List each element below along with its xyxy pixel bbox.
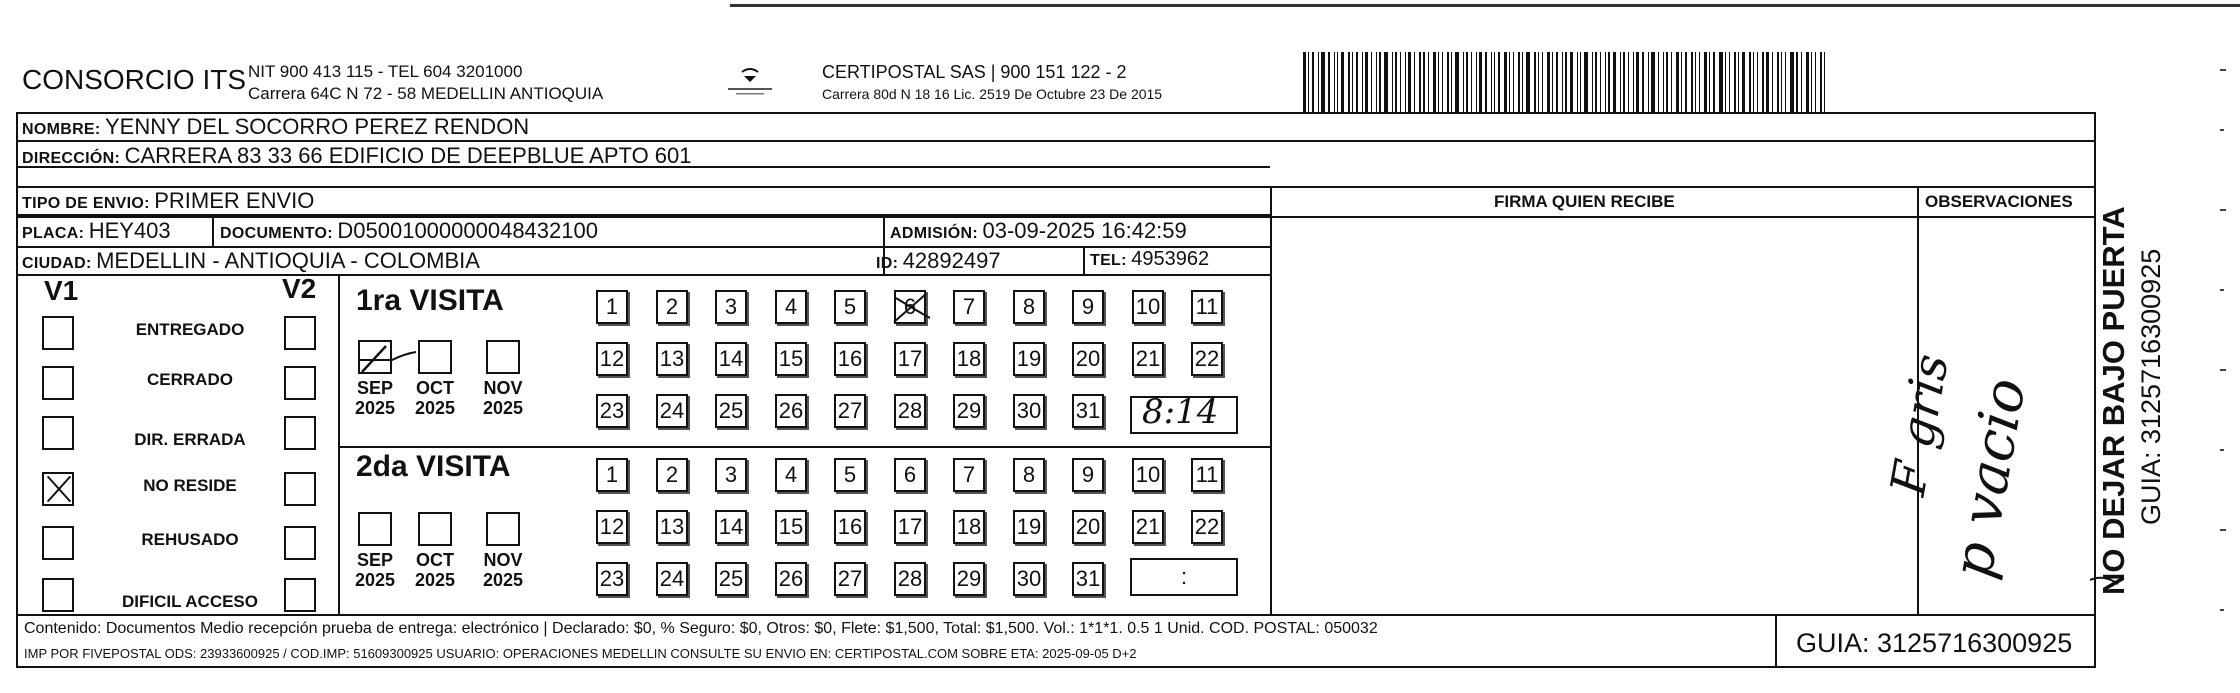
row-line [16,186,2096,188]
barcode-bar [1565,52,1567,112]
placa-row [22,218,171,244]
direccion-value: CARRERA 83 33 66 EDIFICIO DE DEEPBLUE APTO 601 [124,143,692,168]
month-caption [478,550,528,590]
barcode-bar [1423,52,1425,112]
barcode-bar [1592,52,1593,112]
day-box[interactable]: 28 [894,394,926,428]
barcode-bar [1428,52,1429,112]
barcode-bar [1676,52,1679,112]
status-label: REHUSADO [141,530,239,549]
status-label: CERRADO [147,370,233,389]
barcode-bar [1815,52,1816,112]
day-box[interactable]: 22 [1191,510,1223,544]
barcode-bar [1713,52,1715,112]
day-box[interactable]: 10 [1132,458,1164,492]
barcode-bar [1463,52,1464,112]
month-label: NOV [483,550,523,570]
barcode-bar [1547,52,1550,112]
month-checkbox[interactable] [486,340,520,374]
nombre-value: YENNY DEL SOCORRO PEREZ RENDON [105,114,530,139]
day-box[interactable]: 8 [1013,458,1045,492]
month-year: 2025 [414,570,456,590]
day-box[interactable]: 26 [775,394,807,428]
month-caption [410,550,460,590]
day-box[interactable]: 11 [1191,290,1223,324]
barcode-bar [1498,52,1500,112]
barcode-bar [1648,52,1649,112]
barcode-bar [1365,52,1368,112]
side-guia: GUIA: 3125716300925 [2136,248,2166,525]
col-line [212,216,214,246]
ciudad-value: MEDELLIN - ANTIOQUIA - COLOMBIA [96,248,480,273]
day-box[interactable]: 9 [1072,290,1104,324]
barcode-bar [1328,52,1330,112]
barcode-bar [1757,52,1758,112]
month-checkbox[interactable] [418,512,452,546]
day-box[interactable]: 2 [656,458,688,492]
barcode-bar [1485,52,1487,112]
barcode-bar [1658,52,1659,112]
barcode-bar [1455,52,1459,112]
barcode-bar [1628,52,1629,112]
row-line [16,614,2096,616]
month-year: 2025 [482,570,524,590]
barcode-bar [1613,52,1616,112]
sender-address: Carrera 64C N 72 - 58 MEDELLIN ANTIOQUIA [248,84,604,103]
day-box[interactable]: 19 [1013,342,1045,376]
day-box[interactable]: 24 [656,562,688,596]
barcode-bar [1806,52,1809,112]
barcode-bar [1671,52,1672,112]
barcode-bar [1447,52,1449,112]
barcode-bar [1620,52,1621,112]
direccion-row [22,143,692,169]
barcode-bar [1476,52,1477,112]
day-box[interactable]: 21 [1132,342,1164,376]
barcode-bar [1595,52,1597,112]
barcode-bar [1642,52,1644,112]
barcode-bar [1742,52,1745,112]
v1-header: V1 [44,275,79,306]
admision-row [890,218,1187,244]
barcode-bar [1824,52,1825,112]
status-label: NO RESIDE [143,476,237,495]
day-box[interactable]: 23 [596,562,628,596]
col-line [1775,614,1777,668]
barcode-bar [1704,52,1707,112]
barcode-bar [1494,52,1495,112]
firma-header: FIRMA QUIEN RECIBE [1494,192,1675,211]
barcode-bar [1734,52,1736,112]
barcode-bar [1376,52,1377,112]
barcode-bar [1633,52,1634,112]
barcode-bar [1395,52,1397,112]
barcode [1303,52,1938,112]
documento-label: DOCUMENTO: [220,225,333,242]
second-visit-time-box [1130,558,1238,596]
barcode-bar [1623,52,1625,112]
carrier-license: Carrera 80d N 18 16 Lic. 2519 De Octubre 23 De 2015 [822,86,1163,102]
status-v2-checkbox[interactable] [284,416,316,450]
month-label: NOV [483,378,523,398]
col-line [338,274,340,614]
barcode-bar [1408,52,1411,112]
day-box[interactable]: 9 [1072,458,1104,492]
row-line [338,446,1270,448]
barcode-bar [1321,52,1325,112]
day-box[interactable]: 23 [596,394,628,428]
barcode-bar [1371,52,1372,112]
ciudad-row [22,248,480,274]
barcode-bar [1542,52,1543,112]
day-box[interactable]: 24 [656,394,688,428]
barcode-bar [1719,52,1723,112]
barcode-bar [1636,52,1639,112]
day-box[interactable]: 10 [1132,290,1164,324]
day-box[interactable]: 3 [715,290,747,324]
month-caption [350,550,400,590]
day-box[interactable]: 13 [656,510,688,544]
top-border-line [730,4,2240,7]
day-box[interactable]: 30 [1013,562,1045,596]
status-v1-checkbox[interactable] [42,366,74,400]
barcode-bar [1442,52,1443,112]
month-checkbox[interactable] [418,340,452,374]
barcode-bar [1509,52,1510,112]
day-box[interactable]: 31 [1072,562,1104,596]
day-box[interactable]: 27 [834,394,866,428]
status-label: DIFICIL ACCESO [121,592,258,611]
day-box[interactable]: 31 [1072,394,1104,428]
month-caption [350,378,400,418]
month-year: 2025 [414,398,456,418]
status-label: DIR. ERRADA [134,430,246,449]
nombre-label: NOMBRE: [22,121,101,138]
day-box[interactable]: 12 [596,342,628,376]
day-box[interactable]: 15 [775,510,807,544]
barcode-bar [1562,52,1563,112]
barcode-bar [1608,52,1610,112]
form-outer-box [16,112,2096,668]
barcode-bar [1777,52,1779,112]
barcode-bar [1605,52,1606,112]
barcode-bar [1379,52,1381,112]
first-visit-time: 8:14 [1142,392,1219,432]
barcode-bar [1681,52,1682,112]
v2-header: V2 [282,273,317,304]
barcode-bar [1552,52,1553,112]
barcode-bar [1534,52,1536,112]
sender-nit: NIT 900 413 115 - TEL 604 3201000 [248,62,523,81]
day-box[interactable]: 4 [775,290,807,324]
month-label: SEP [356,378,394,398]
day-box[interactable]: 28 [894,562,926,596]
barcode-bar [1433,52,1436,112]
day-box[interactable]: 6 [894,290,926,324]
day-box[interactable]: 7 [953,290,985,324]
barcode-bar [1580,52,1581,112]
barcode-bar [1392,52,1393,112]
barcode-bar [1820,52,1822,112]
admision-label: ADMISIÓN: [890,225,979,242]
status-v1-checkbox[interactable] [42,526,74,560]
day-box[interactable]: 27 [834,562,866,596]
barcode-bar [1438,52,1439,112]
footer-contents: Contenido: Documentos Medio recepción prueba de entrega: electrónico | Declarado: $0, % Seguro: $0, Otros: $0, Flete: $1,500, Total: $1,500. Vol.: 1*1*1. 0.5 1 Unid. COD. POSTAL: 050032 [24,620,1378,637]
status-v1-checkbox[interactable] [42,316,74,350]
barcode-bar [1471,52,1472,112]
barcode-bar [1504,52,1507,112]
barcode-bar [1600,52,1601,112]
month-label: SEP [356,550,394,570]
second-visit-time: : [1180,564,1188,589]
barcode-bar [1337,52,1338,112]
footer-imp: IMP POR FIVEPOSTAL ODS: 23933600925 / COD.IMP: 51609300925 USUARIO: OPERACIONES MEDELLIN CONSULTE SU ENVIO EN: CERTIPOSTAL.COM SOBRE ETA: 2025-09-05 D+2 [24,646,1137,661]
status-v2-checkbox[interactable] [284,578,316,612]
status-v1-checkbox[interactable] [42,472,74,506]
barcode-bar [1303,52,1306,112]
day-box[interactable]: 14 [715,510,747,544]
day-box[interactable]: 29 [953,394,985,428]
status-v1-checkbox[interactable] [42,578,74,612]
day-box[interactable]: 29 [953,562,985,596]
month-checkbox[interactable] [486,512,520,546]
edge-marks [2218,60,2228,660]
observation-handwriting-1: F gris [1880,349,1960,500]
col-line [1270,186,1272,614]
month-year: 2025 [354,570,396,590]
barcode-bar [1334,52,1335,112]
barcode-bar [1749,52,1751,112]
first-visit-time-box [1130,396,1238,434]
id-value: 42892497 [902,248,1001,273]
barcode-bar [1419,52,1421,112]
day-box[interactable]: 25 [715,562,747,596]
carrier-name: CERTIPOSTAL SAS | 900 151 122 - 2 [822,62,1127,82]
footer-guia: GUIA: 3125716300925 [1796,628,2073,658]
day-box[interactable]: 20 [1072,342,1104,376]
day-box[interactable]: 15 [775,342,807,376]
tel-row [1090,248,1209,271]
col-line [883,214,885,246]
documento-value: D05001000000048432100 [337,218,598,243]
barcode-bar [1526,52,1530,112]
admision-value: 03-09-2025 16:42:59 [982,218,1187,243]
barcode-bar [1312,52,1314,112]
barcode-bar [1762,52,1764,112]
barcode-bar [1785,52,1786,112]
barcode-bar [1318,52,1319,112]
day-box[interactable]: 20 [1072,510,1104,544]
barcode-bar [1570,52,1573,112]
barcode-bar [1466,52,1468,112]
sender-name: CONSORCIO ITS [22,64,247,95]
day-box[interactable]: 1 [596,458,628,492]
barcode-bar [1685,52,1687,112]
month-label: OCT [416,378,454,398]
day-box[interactable]: 18 [953,342,985,376]
day-box[interactable]: 16 [834,510,866,544]
barcode-bar [1479,52,1482,112]
barcode-bar [1666,52,1668,112]
first-visit-month-mark [356,340,420,378]
observaciones-header: OBSERVACIONES [1925,192,2073,211]
barcode-bar [1414,52,1415,112]
barcode-bar [1691,52,1693,112]
barcode-bar [1348,52,1350,112]
barcode-bar [1796,52,1798,112]
day-box[interactable]: 16 [834,342,866,376]
barcode-bar [1725,52,1726,112]
placa-label: PLACA: [22,225,85,242]
barcode-bar [1766,52,1769,112]
documento-row [220,218,598,244]
day-box[interactable]: 6 [894,458,926,492]
barcode-bar [1695,52,1696,112]
day-box[interactable]: 8 [1013,290,1045,324]
barcode-bar [1801,52,1802,112]
barcode-bar [1651,52,1655,112]
barcode-bar [1308,52,1309,112]
day-box[interactable]: 7 [953,458,985,492]
barcode-bar [1781,52,1782,112]
month-checkbox[interactable] [358,512,392,546]
day-box[interactable]: 21 [1132,510,1164,544]
barcode-bar [1753,52,1754,112]
day-box[interactable]: 2 [656,290,688,324]
month-year: 2025 [482,398,524,418]
day-box[interactable]: 11 [1191,458,1223,492]
day-box[interactable]: 17 [894,342,926,376]
day-box[interactable]: 26 [775,562,807,596]
barcode-bar [1400,52,1401,112]
barcode-bar [1811,52,1812,112]
day-box[interactable]: 3 [715,458,747,492]
second-visit-title: 2da VISITA [356,450,511,483]
month-label: OCT [416,550,454,570]
first-visit-day-mark [890,288,934,326]
day-box[interactable]: 14 [715,342,747,376]
day-box[interactable]: 5 [834,290,866,324]
direccion-label: DIRECCIÓN: [22,150,121,167]
barcode-bar [1513,52,1514,112]
id-row [876,248,1001,274]
barcode-bar [1584,52,1588,112]
row-line [16,274,1270,276]
tel-value: 4953962 [1131,248,1210,270]
barcode-bar [1709,52,1710,112]
tipo-envio-value: PRIMER ENVIO [154,188,315,213]
day-box[interactable]: 17 [894,510,926,544]
barcode-bar [1522,52,1523,112]
day-box[interactable]: 13 [656,342,688,376]
day-box[interactable]: 30 [1013,394,1045,428]
day-box[interactable]: 5 [834,458,866,492]
barcode-bar [1577,52,1578,112]
placa-value: HEY403 [88,218,171,243]
row-line [16,140,2096,142]
barcode-bar [1451,52,1452,112]
day-box[interactable]: 22 [1191,342,1223,376]
barcode-bar [1518,52,1520,112]
barcode-bar [1362,52,1363,112]
side-note: NO DEJAR BAJO PUERTA [2096,206,2131,595]
barcode-bar [1738,52,1739,112]
barcode-bar [1772,52,1773,112]
barcode-bar [1729,52,1730,112]
barcode-bar [1352,52,1353,112]
tel-label: TEL: [1090,252,1127,269]
observation-handwriting-2: p vacio [1940,373,2040,584]
status-label: ENTREGADO [135,320,245,339]
tipo-envio-row [22,188,314,214]
barcode-bar [1699,52,1700,112]
month-caption [478,378,528,418]
day-box[interactable]: 12 [596,510,628,544]
day-box[interactable]: 19 [1013,510,1045,544]
barcode-bar [1663,52,1664,112]
day-box[interactable]: 18 [953,510,985,544]
day-box[interactable]: 1 [596,290,628,324]
nombre-row [22,114,529,140]
month-caption [410,378,460,418]
status-v1-checkbox[interactable] [42,416,74,450]
day-box[interactable]: 4 [775,458,807,492]
barcode-bar [1341,52,1344,112]
status-v2-checkbox[interactable] [284,526,316,560]
barcode-bar [1491,52,1492,112]
barcode-bar [1538,52,1539,112]
status-v2-checkbox[interactable] [284,472,316,506]
carrier-logo-icon [722,66,778,100]
barcode-bar [1556,52,1558,112]
col-line [1083,246,1085,274]
status-v2-checkbox[interactable] [284,316,316,350]
barcode-bar [1356,52,1358,112]
barcode-bar [1790,52,1794,112]
id-label: ID: [876,255,899,272]
ciudad-label: CIUDAD: [22,255,92,272]
status-v2-checkbox[interactable] [284,366,316,400]
barcode-bar [1405,52,1406,112]
tipo-envio-label: TIPO DE ENVIO: [22,195,150,212]
first-visit-title: 1ra VISITA [356,284,504,317]
day-box[interactable]: 25 [715,394,747,428]
month-year: 2025 [354,398,396,418]
barcode-bar [1384,52,1388,112]
